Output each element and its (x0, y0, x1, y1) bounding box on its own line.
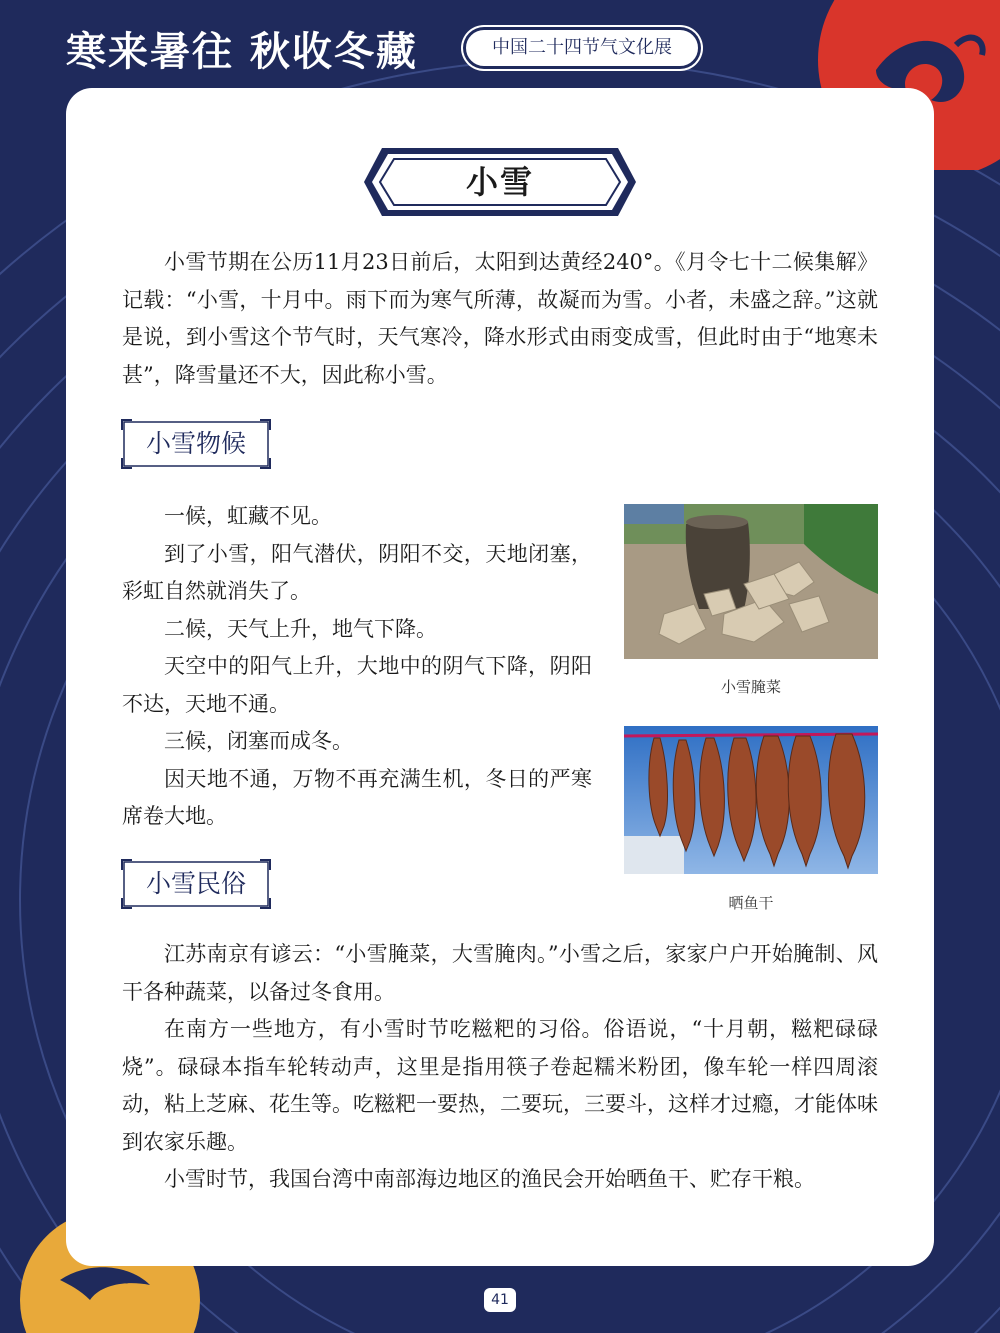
customs-paragraph: 在南方一些地方，有小雪时节吃糍粑的习俗。俗语说，“十月朝，糍粑碌碌烧”。碌碌本指车轮转动声，这里是指用筷子卷起糯米粉团，像车轮一样四周滚动，粘上芝麻、花生等。吃糍粑一要热，二要玩，三要斗，这样才过瘾，才能体味到农家乐趣。 (122, 1017, 878, 1154)
phenology-paragraph: 一候，虹藏不见。 (164, 504, 332, 528)
phenology-paragraph: 二候，天气上升，地气下降。 (164, 616, 437, 641)
section-heading-phenology (120, 418, 272, 470)
phenology-paragraph: 三候，闭塞而成冬。 (164, 729, 353, 753)
photo-caption: 小雪腌菜 (720, 678, 781, 696)
phenology-paragraph: 天空中的阳气上升，大地中的阴气下降，阴阳不达，天地不通。 (122, 654, 592, 716)
customs-paragraph: 小雪时节，我国台湾中南部海边地区的渔民会开始晒鱼干、贮存干粮。 (164, 1167, 815, 1191)
section-heading-text: 小雪民俗 (145, 869, 246, 898)
page-title: 小雪 (465, 163, 534, 201)
customs-paragraph: 江苏南京有谚云：“小雪腌菜，大雪腌肉。”小雪之后，家家户户开始腌制、风干各种蔬菜，以备过冬食用。 (122, 942, 878, 1004)
phenology-paragraph: 到了小雪，阳气潜伏，阴阳不交，天地闭塞，彩虹自然就消失了。 (122, 541, 592, 603)
header-title: 寒来暑往 秋收冬藏 (66, 28, 418, 75)
section-heading-text: 小雪物候 (145, 429, 246, 458)
intro-paragraph: 小雪节期在公历11月23日前后，太阳到达黄经240°。《月令七十二候集解》记载：“小雪，十月中。雨下而为寒气所薄，故凝而为雪。小者，未盛之辞。”这就是说，到小雪这个节气时，天气寒冷，降水形式由雨变成雪，但此时由于“地寒未甚”，降雪量还不大，因此称小雪。 (122, 250, 878, 387)
dried-fish-photo (624, 726, 878, 874)
section-heading-customs (120, 858, 272, 910)
phenology-paragraph: 因天地不通，万物不再充满生机，冬日的严寒席卷大地。 (122, 766, 592, 828)
page-number: 41 (484, 1288, 516, 1312)
phenology-text (122, 498, 592, 836)
pickle-jar-photo (624, 504, 878, 659)
customs-text (122, 936, 878, 1199)
exhibition-badge: 中国二十四节气文化展 (466, 30, 698, 66)
title-plaque (362, 146, 638, 218)
photo-caption: 晒鱼干 (728, 894, 774, 912)
